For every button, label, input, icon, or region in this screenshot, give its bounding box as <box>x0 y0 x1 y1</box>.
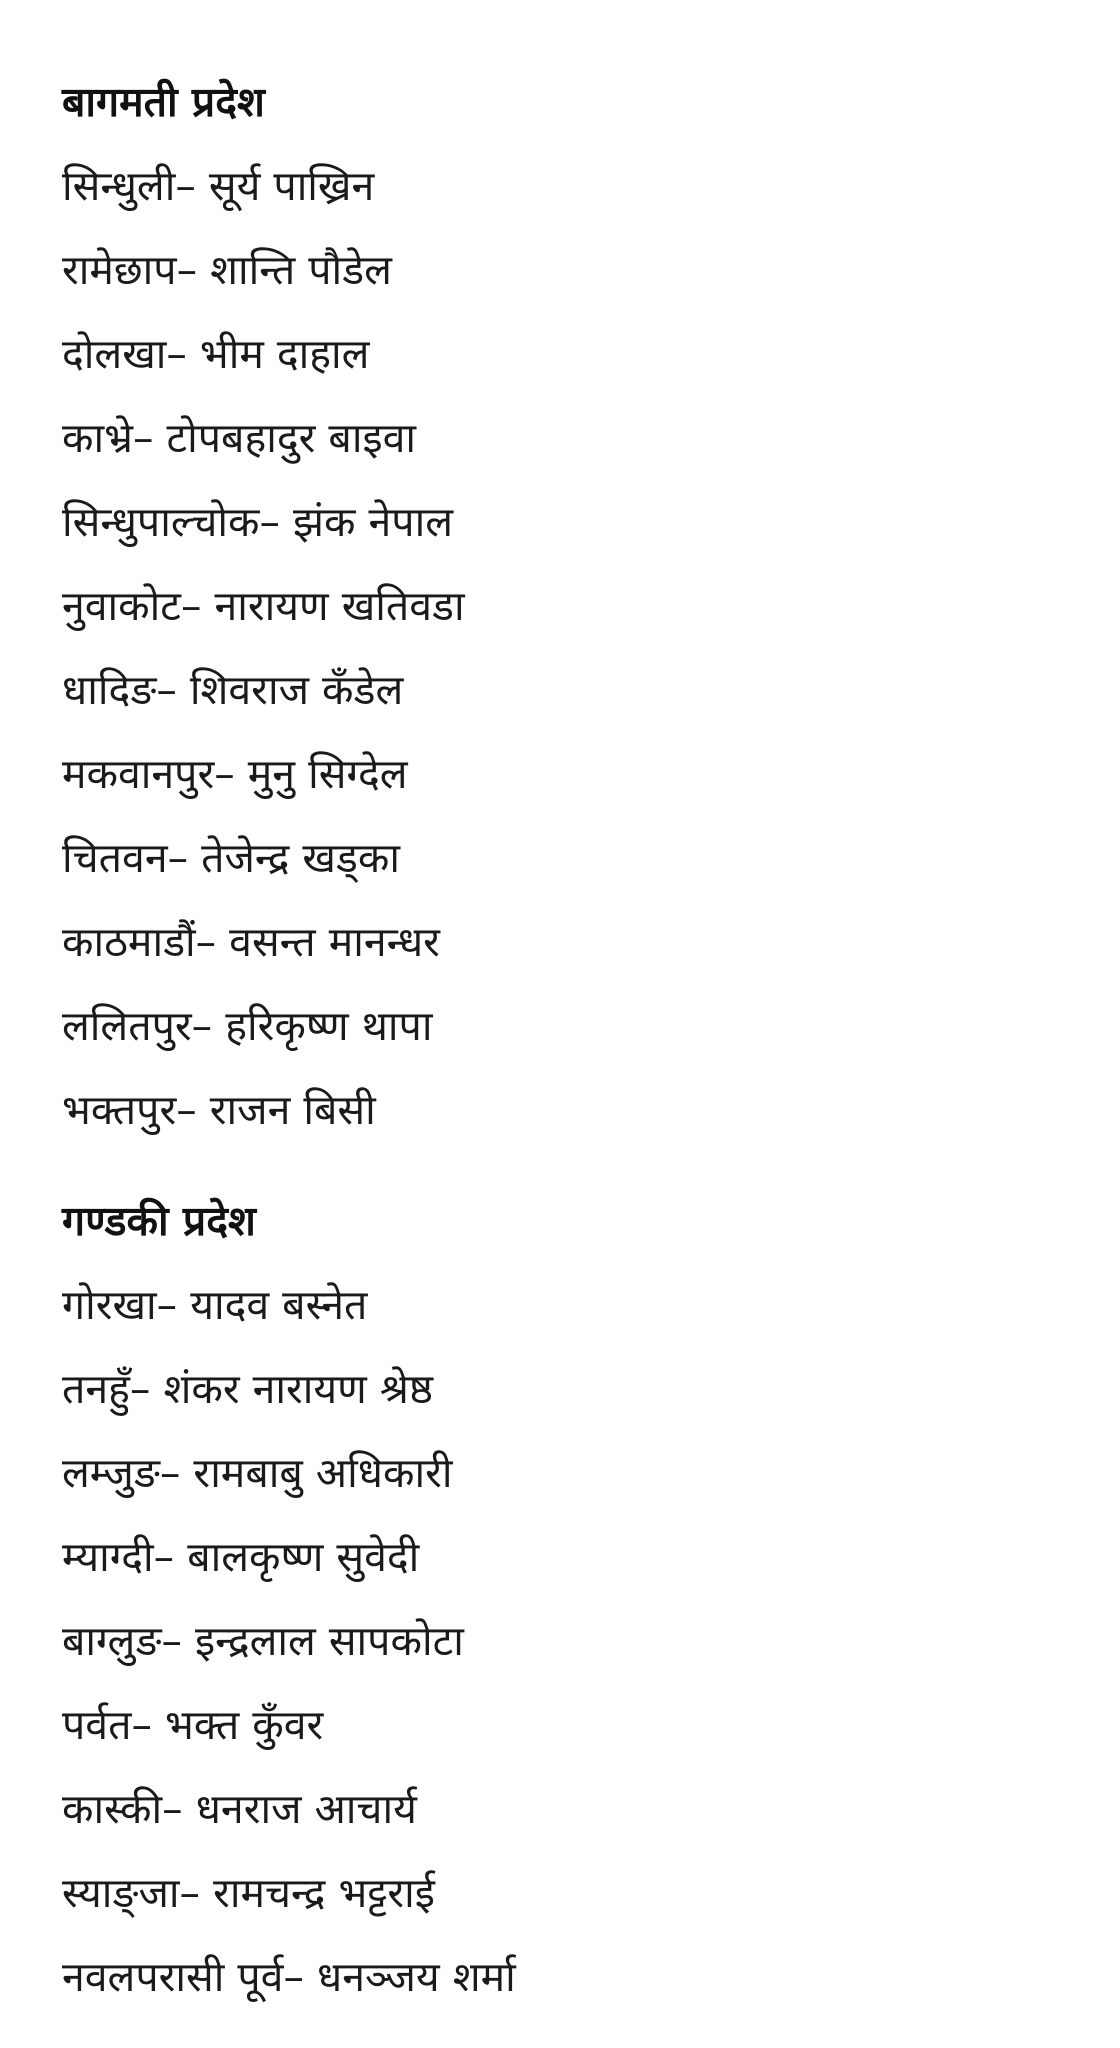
separator: – <box>159 1449 194 1497</box>
list-item <box>62 228 1120 312</box>
person-name: धनञ्जय शर्मा <box>317 1953 516 2001</box>
person-name: झंक नेपाल <box>293 498 453 546</box>
list-item <box>62 900 1120 984</box>
district-name: चितवन <box>62 834 168 882</box>
person-name: तेजेन्द्र खड्का <box>201 834 400 882</box>
list-item <box>62 144 1120 228</box>
list-item <box>62 480 1120 564</box>
person-name: राजन बिसी <box>209 1086 376 1134</box>
person-name: रामचन्द्र भट्टराई <box>213 1869 435 1917</box>
list-item <box>62 984 1120 1068</box>
separator: – <box>191 1002 226 1050</box>
separator: – <box>153 1533 188 1581</box>
person-name: रामबाबु अधिकारी <box>193 1449 453 1497</box>
district-name: सिन्धुपाल्चोक <box>62 498 260 546</box>
person-name: नारायण खतिवडा <box>214 582 465 630</box>
district-name: मकवानपुर <box>62 750 215 798</box>
list-item <box>62 816 1120 900</box>
district-name: धादिङ <box>62 666 157 714</box>
district-name: कास्की <box>62 1785 163 1833</box>
list-item <box>62 564 1120 648</box>
district-name: पर्वत <box>62 1701 132 1749</box>
district-name: स्याङ्जा <box>62 1869 180 1917</box>
separator: – <box>283 1953 318 2001</box>
person-name: इन्द्रलाल सापकोटा <box>195 1617 464 1665</box>
list-item <box>62 1263 1120 1347</box>
person-name: यादव बस्नेत <box>190 1281 368 1329</box>
person-name: शिवराज कँडेल <box>189 666 404 714</box>
person-name: बालकृष्ण सुवेदी <box>187 1533 420 1581</box>
district-name: ललितपुर <box>62 1002 192 1050</box>
separator: – <box>176 246 211 294</box>
district-name: तनहुँ <box>62 1365 130 1413</box>
section-heading: बागमती प्रदेश <box>62 78 265 126</box>
district-name: नुवाकोट <box>62 582 181 630</box>
separator: – <box>214 750 248 798</box>
list-item <box>62 1599 1120 1683</box>
list-item <box>62 1851 1120 1935</box>
separator: – <box>166 330 200 378</box>
list-item <box>62 648 1120 732</box>
list-item <box>62 1068 1120 1152</box>
district-name: म्याग्दी <box>62 1533 154 1581</box>
separator: – <box>131 1701 166 1749</box>
person-name: शान्ति पौडेल <box>210 246 392 294</box>
separator: – <box>179 1869 214 1917</box>
list-item <box>62 1515 1120 1599</box>
section-bagmati <box>62 60 1120 1152</box>
list-item <box>62 1347 1120 1431</box>
person-name: भक्त कुँवर <box>165 1701 324 1749</box>
separator: – <box>161 1617 196 1665</box>
person-name: हरिकृष्ण थापा <box>225 1002 433 1050</box>
list-item <box>62 1767 1120 1851</box>
separator: – <box>132 414 167 462</box>
separator: – <box>259 498 294 546</box>
person-name: सूर्य पाख्रिन <box>208 162 375 210</box>
person-name: मुनु सिग्देल <box>247 750 408 798</box>
district-name: लम्जुङ <box>62 1449 160 1497</box>
person-name: टोपबहादुर बाइवा <box>166 414 417 462</box>
separator: – <box>176 1086 210 1134</box>
list-item <box>62 1935 1120 2019</box>
list-item <box>62 396 1120 480</box>
district-name: दोलखा <box>62 330 167 378</box>
district-name: रामेछाप <box>62 246 177 294</box>
person-name: शंकर नारायण श्रेष्ठ <box>163 1365 434 1413</box>
list-item <box>62 1431 1120 1515</box>
district-name: बाग्लुङ <box>62 1617 162 1665</box>
list-item <box>62 732 1120 816</box>
separator: – <box>175 162 209 210</box>
separator: – <box>156 666 190 714</box>
section-heading: गण्डकी प्रदेश <box>62 1197 256 1245</box>
district-name: गोरखा <box>62 1281 157 1329</box>
district-name: सिन्धुली <box>62 162 176 210</box>
person-name: वसन्त मानन्धर <box>229 918 440 966</box>
list-item <box>62 312 1120 396</box>
district-name: काठमाडौं <box>62 918 196 966</box>
separator: – <box>162 1785 196 1833</box>
list-item <box>62 1683 1120 1767</box>
separator: – <box>156 1281 191 1329</box>
district-name: काभ्रे <box>62 414 133 462</box>
section-gandaki <box>62 1179 1120 2019</box>
separator: – <box>167 834 202 882</box>
person-name: भीम दाहाल <box>199 330 370 378</box>
person-name: धनराज आचार्य <box>195 1785 417 1833</box>
separator: – <box>129 1365 164 1413</box>
district-name: नवलपरासी पूर्व <box>62 1953 284 2001</box>
separator: – <box>195 918 230 966</box>
district-name: भक्तपुर <box>62 1086 177 1134</box>
separator: – <box>180 582 215 630</box>
